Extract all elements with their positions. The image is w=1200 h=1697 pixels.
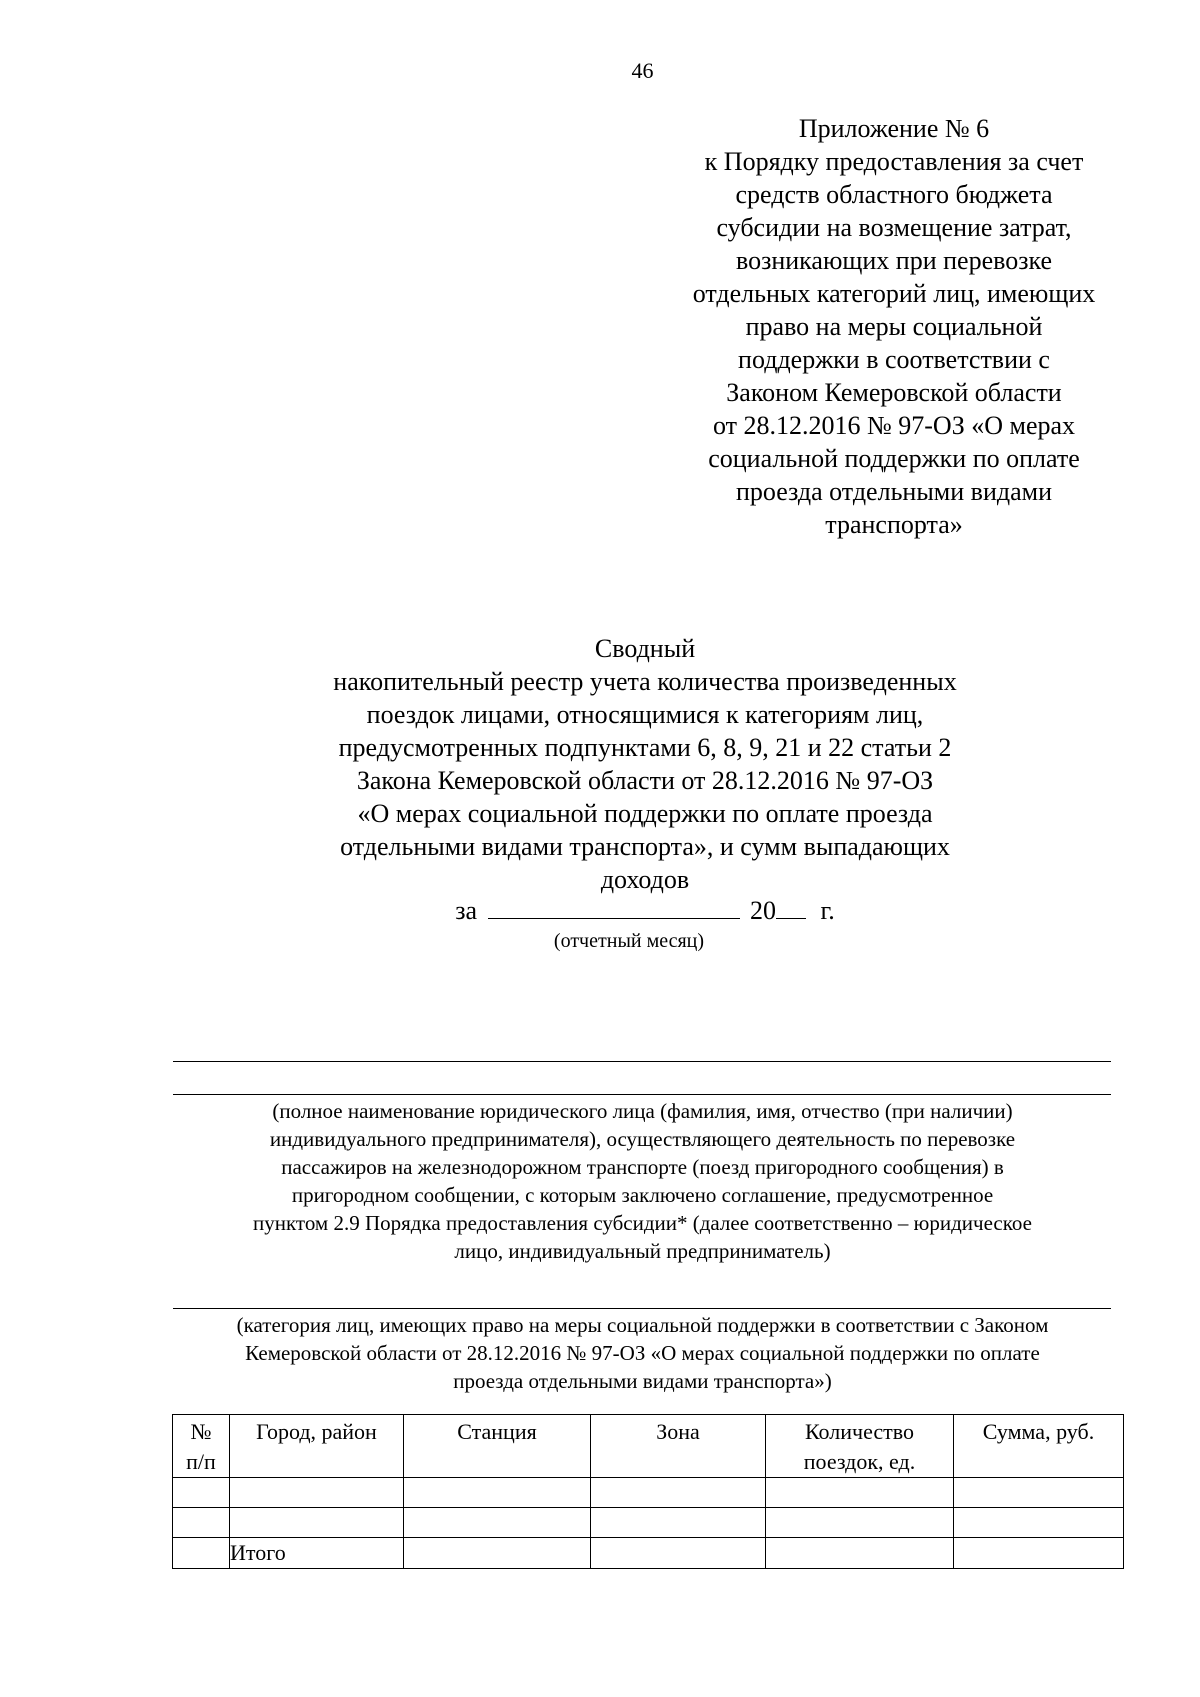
title-line: предусмотренных подпунктами 6, 8, 9, 21 и 22 статьи 2: [338, 733, 952, 762]
table-cell[interactable]: [404, 1508, 591, 1538]
caption-line: индивидуального предпринимателя), осуществляющего деятельность по перевозке: [269, 1127, 1016, 1151]
title-line: Сводный: [594, 634, 696, 663]
column-header-trips-count: Количество поездок, ед.: [766, 1415, 954, 1478]
carrier-caption: [150, 1097, 1135, 1265]
reporting-period-line: [0, 892, 1200, 927]
column-header-amount: Сумма, руб.: [954, 1415, 1124, 1478]
appendix-line: социальной поддержки по оплате: [708, 444, 1080, 473]
total-label: Итого: [230, 1538, 404, 1569]
table-row: [173, 1478, 1124, 1508]
period-suffix: г.: [820, 896, 835, 925]
title-line: поездок лицами, относящимися к категориям лиц,: [366, 700, 924, 729]
title-line: накопительный реестр учета количества произведенных: [333, 667, 957, 696]
appendix-line: Приложение № 6: [798, 114, 990, 143]
table-cell[interactable]: [173, 1538, 230, 1569]
table-cell[interactable]: [173, 1478, 230, 1508]
reporting-month-caption: (отчетный месяц): [553, 930, 705, 952]
caption-line: пригородном сообщении, с которым заключено соглашение, предусмотренное: [291, 1183, 994, 1207]
table-cell[interactable]: [230, 1478, 404, 1508]
table-cell[interactable]: [591, 1538, 766, 1569]
appendix-line: возникающих при перевозке: [735, 246, 1053, 275]
column-header-city: Город, район: [230, 1415, 404, 1478]
table-cell[interactable]: [230, 1508, 404, 1538]
table-header-row: [173, 1415, 1124, 1478]
appendix-line: от 28.12.2016 № 97-ОЗ «О мерах: [712, 411, 1076, 440]
table-cell[interactable]: [591, 1478, 766, 1508]
appendix-line: проезда отдельными видами: [735, 477, 1052, 506]
table-cell[interactable]: [766, 1508, 954, 1538]
caption-line: (категория лиц, имеющих право на меры социальной поддержки в соответствии с Законом: [236, 1313, 1049, 1337]
appendix-line: к Порядку предоставления за счет: [704, 147, 1084, 176]
table-row: [173, 1508, 1124, 1538]
appendix-line: поддержки в соответствии с: [738, 345, 1050, 374]
title-line: Закона Кемеровской области от 28.12.2016 № 97-ОЗ: [356, 766, 934, 795]
appendix-line: отдельных категорий лиц, имеющих: [692, 279, 1096, 308]
category-caption: [150, 1311, 1135, 1395]
table-cell[interactable]: [173, 1508, 230, 1538]
column-header-station: Станция: [404, 1415, 591, 1478]
caption-line: пунктом 2.9 Порядка предоставления субсидии* (далее соответственно – юридическое: [253, 1211, 1032, 1235]
table-cell[interactable]: [766, 1538, 954, 1569]
table-cell[interactable]: [766, 1478, 954, 1508]
column-header-zone: Зона: [591, 1415, 766, 1478]
caption-line: Кемеровской области от 28.12.2016 № 97-ОЗ «О мерах социальной поддержки по оплате: [245, 1341, 1040, 1365]
column-header-number: № п/п: [173, 1415, 230, 1478]
page-number: 46: [631, 58, 654, 83]
period-prefix: за: [455, 896, 478, 925]
appendix-line: субсидии на возмещение затрат,: [716, 213, 1072, 242]
carrier-name-line-2[interactable]: [173, 1094, 1111, 1095]
reporting-month-field[interactable]: [488, 892, 740, 919]
appendix-line: право на меры социальной: [745, 312, 1043, 341]
trips-registry-table: [172, 1414, 1124, 1569]
title-line: отдельными видами транспорта», и сумм выпадающих: [340, 832, 950, 861]
table-cell[interactable]: [954, 1508, 1124, 1538]
table-cell[interactable]: [954, 1478, 1124, 1508]
reporting-year-field[interactable]: [776, 892, 806, 919]
table-cell[interactable]: [591, 1508, 766, 1538]
document-title: [0, 632, 1200, 896]
period-year-prefix: 20: [750, 896, 777, 925]
title-line: «О мерах социальной поддержки по оплате проезда: [357, 799, 933, 828]
caption-line: пассажиров на железнодорожном транспорте (поезд пригородного сообщения) в: [281, 1155, 1004, 1179]
table-cell[interactable]: [404, 1538, 591, 1569]
caption-line: лицо, индивидуальный предприниматель): [454, 1239, 831, 1263]
category-line[interactable]: [173, 1308, 1111, 1309]
table-total-row: [173, 1538, 1124, 1569]
table-cell[interactable]: [404, 1478, 591, 1508]
appendix-line: транспорта»: [825, 510, 963, 539]
appendix-line: Законом Кемеровской области: [726, 378, 1062, 407]
caption-line: проезда отдельными видами транспорта»): [453, 1369, 832, 1393]
caption-line: (полное наименование юридического лица (фамилия, имя, отчество (при наличии): [272, 1099, 1013, 1123]
title-line: доходов: [600, 865, 690, 894]
appendix-line: средств областного бюджета: [735, 180, 1053, 209]
table-cell[interactable]: [954, 1538, 1124, 1569]
carrier-name-line-1[interactable]: [173, 1061, 1111, 1062]
appendix-reference: [664, 112, 1124, 541]
